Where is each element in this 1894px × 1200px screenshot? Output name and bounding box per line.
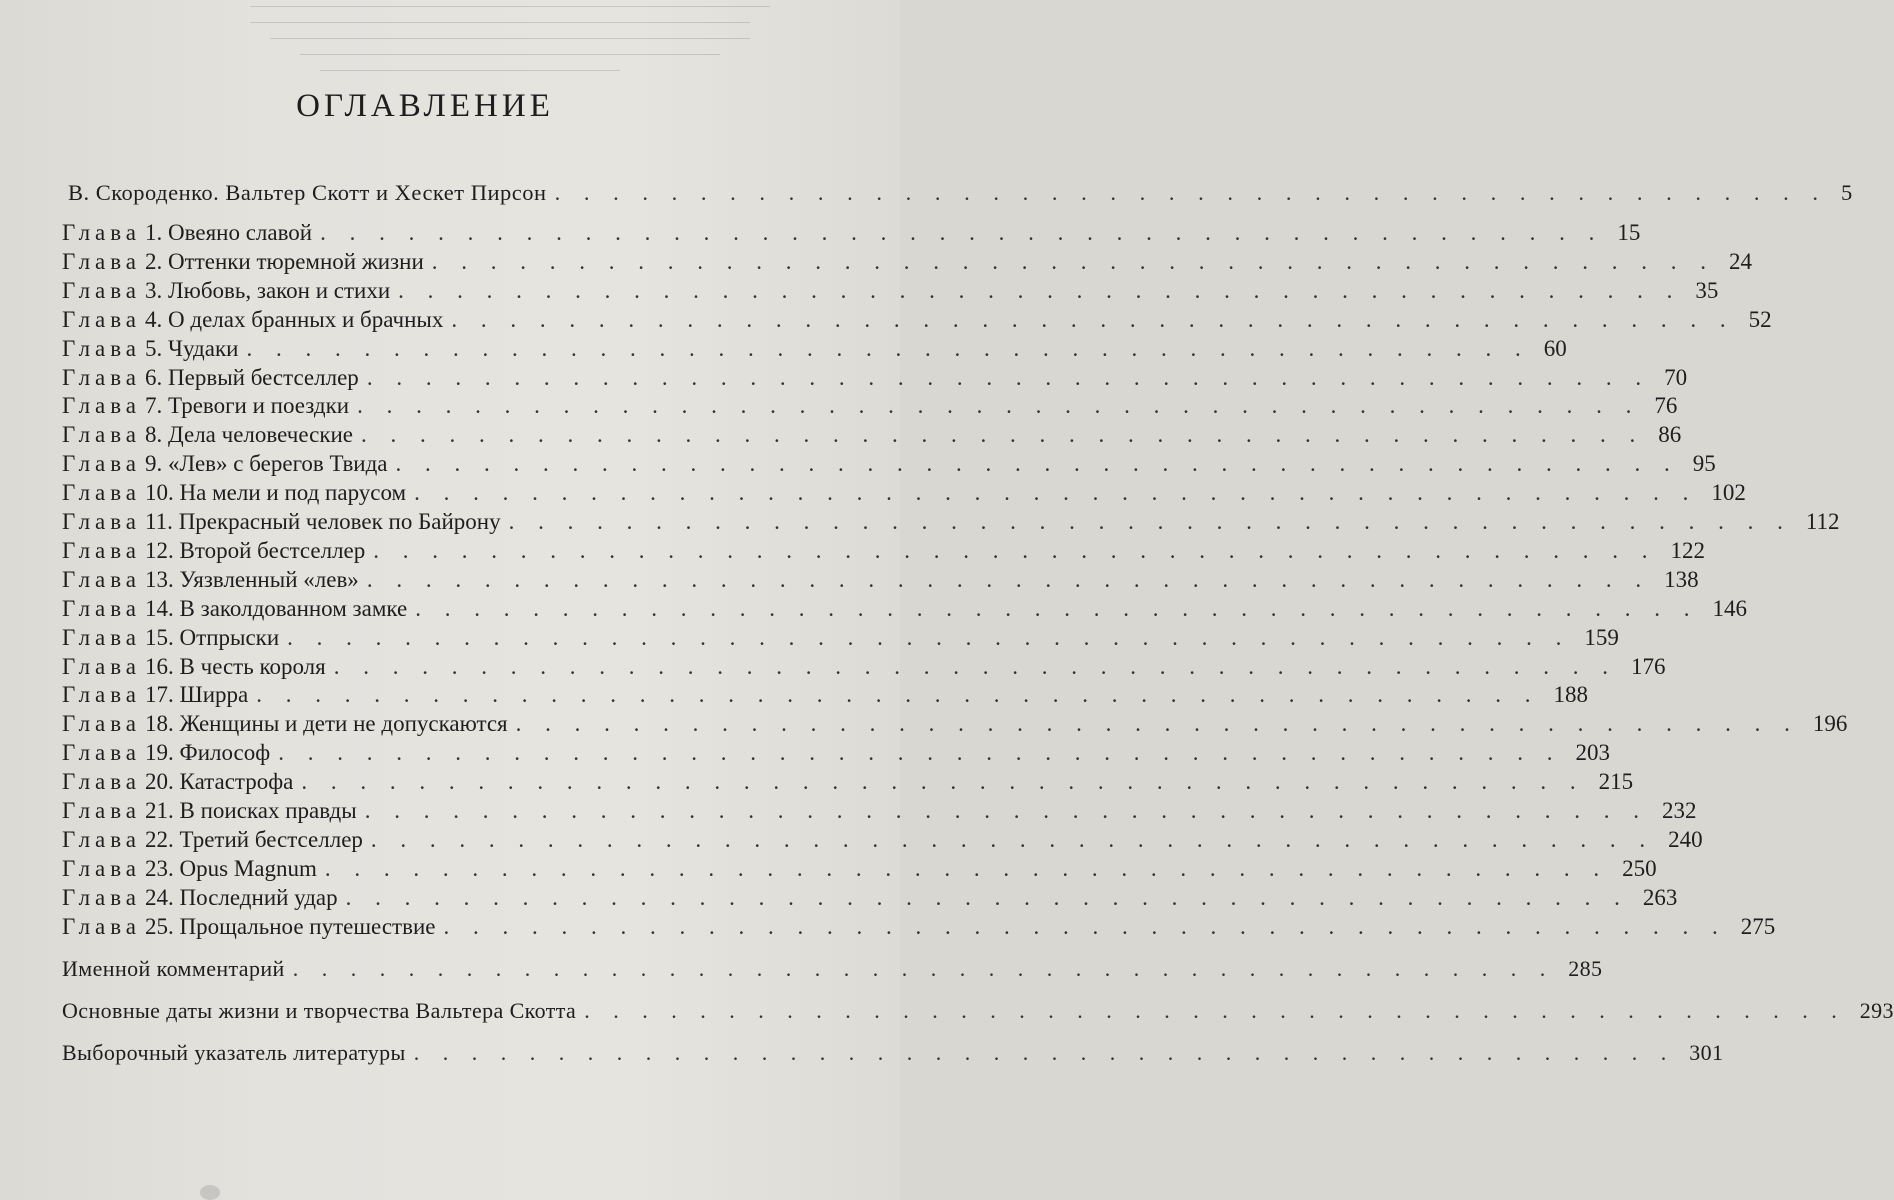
- chapter-number: 3.: [145, 277, 163, 303]
- chapter-word: Глава: [62, 595, 142, 621]
- toc-chapter-entry: [62, 566, 1699, 597]
- chapter-title: О делах бранных и брачных: [168, 306, 444, 332]
- toc-chapter-entry: [62, 451, 1716, 481]
- chapter-number: 5.: [145, 335, 163, 361]
- chapter-word: Глава: [62, 566, 142, 592]
- chapter-title: Оттенки тюремной жизни: [168, 248, 424, 274]
- toc-chapter-entry: [62, 884, 1678, 915]
- chapter-title: Тревоги и поездки: [168, 393, 350, 419]
- toc-chapter-entry: [62, 769, 1634, 799]
- chapter-title: Прекрасный человек по Байрону: [178, 509, 501, 534]
- toc-chapter-entry: [62, 364, 1688, 395]
- toc-intro-entry: [68, 180, 1853, 210]
- leader-dots: . . . . . . . . . . . . . . . . . . . . . . . . . . . . . . . . . . . . . . . . . . . .: [431, 248, 1716, 274]
- chapter-number: 10.: [145, 480, 174, 506]
- toc-entry-label: Именной комментарий: [62, 956, 285, 981]
- toc-entry-page: 203: [1575, 740, 1610, 766]
- toc-chapter-entry: [62, 624, 1619, 655]
- chapter-word: Глава: [62, 798, 142, 823]
- chapter-title: Прощальное путешествие: [179, 913, 436, 939]
- toc-chapter-entry: [62, 509, 1840, 539]
- chapter-word: Глава: [62, 248, 142, 274]
- chapter-number: 6.: [145, 364, 163, 390]
- leader-dots: . . . . . . . . . . . . . . . . . . . . . . . . . . . . . . . . . . . . . . . . . . . .: [246, 335, 1530, 361]
- chapter-word: Глава: [62, 624, 142, 650]
- toc-chapter-entry: [62, 595, 1747, 626]
- chapter-title: Философ: [179, 740, 271, 766]
- toc-entry-page: 215: [1598, 769, 1634, 795]
- chapter-word: Глава: [62, 653, 142, 679]
- toc-chapter-entry: [62, 682, 1589, 712]
- chapter-word: Глава: [62, 711, 142, 737]
- toc-chapter-entry: [62, 826, 1703, 857]
- toc-entry-page: 188: [1553, 682, 1589, 708]
- toc-chapter-entry: [62, 913, 1776, 944]
- page-title: ОГЛАВЛЕНИЕ: [296, 88, 554, 124]
- chapter-number: 4.: [145, 306, 163, 332]
- chapter-number: 24.: [145, 884, 174, 910]
- leader-dots: . . . . . . . . . . . . . . . . . . . . . . . . . . . . . . . . . . . . . . . . . . . .: [256, 682, 1540, 708]
- toc-entry-page: 275: [1740, 913, 1776, 939]
- chapter-number: 15.: [145, 624, 174, 650]
- toc-chapter-entry: [62, 393, 1678, 423]
- chapter-title: Женщины и дети не допускаются: [179, 711, 508, 737]
- chapter-number: 13.: [145, 566, 174, 592]
- toc-entry-page: 15: [1617, 220, 1641, 245]
- chapter-number: 7.: [145, 393, 163, 419]
- leader-dots: . . . . . . . . . . . . . . . . . . . . . . . . . . . . . . . . . . . . . . . . . . . .: [515, 711, 1799, 737]
- chapter-number: 1.: [145, 220, 163, 245]
- toc-chapter-entry: [62, 277, 1719, 308]
- leader-dots: . . . . . . . . . . . . . . . . . . . . . . . . . . . . . . . . . . . . . . . . . . . .: [357, 393, 1641, 419]
- show-through-text: [0, 0, 900, 80]
- leader-dots: . . . . . . . . . . . . . . . . . . . . . . . . . . . . . . . . . . . . . . . . . . . .: [364, 798, 1648, 823]
- toc-entry-page: 301: [1689, 1040, 1724, 1065]
- chapter-word: Глава: [62, 826, 142, 852]
- leader-dots: . . . . . . . . . . . . . . . . . . . . . . . . . . . . . . . . . . . . . . . . . . . .: [324, 855, 1609, 881]
- show-through-line: [300, 54, 720, 55]
- toc-chapter-entry: [62, 480, 1746, 510]
- toc-entry-page: 102: [1711, 480, 1746, 506]
- chapter-title: Любовь, закон и стихи: [168, 277, 391, 303]
- toc-chapter-entry: [62, 537, 1706, 568]
- chapter-title: Последний удар: [179, 884, 338, 910]
- chapter-number: 19.: [145, 740, 174, 766]
- chapter-title: В заколдованном замке: [179, 595, 408, 621]
- chapter-title: Отпрыски: [179, 624, 280, 650]
- leader-dots: . . . . . . . . . . . . . . . . . . . . . . . . . . . . . . . . . . . . . . . . . . . .: [320, 220, 1604, 245]
- chapter-word: Глава: [62, 884, 142, 910]
- toc-chapter-entry: [62, 798, 1697, 828]
- toc-entry-page: 263: [1642, 884, 1678, 910]
- chapter-word: Глава: [62, 480, 142, 506]
- chapter-number: 12.: [145, 537, 174, 563]
- chapter-title: В поисках правды: [179, 798, 357, 823]
- chapter-word: Глава: [62, 451, 142, 477]
- leader-dots: . . . . . . . . . . . . . . . . . . . . . . . . . . . . . . . . . . . . . . . . . . . .: [584, 998, 1846, 1023]
- leader-dots: . . . . . . . . . . . . . . . . . . . . . . . . . . . . . . . . . . . . . . . . . . . .: [508, 509, 1792, 534]
- toc-entry-page: 112: [1805, 509, 1840, 534]
- toc-entry-page: 76: [1654, 393, 1678, 419]
- toc-entry-page: 60: [1543, 335, 1567, 361]
- toc-entry-page: 293: [1859, 998, 1894, 1023]
- toc-entry-page: 24: [1729, 248, 1753, 274]
- chapter-title: Овеяно славой: [168, 220, 313, 245]
- show-through-line: [320, 70, 620, 71]
- toc-chapter-entry: [62, 711, 1848, 741]
- chapter-number: 2.: [145, 248, 163, 274]
- toc-chapter-entry: [62, 855, 1657, 886]
- chapter-word: Глава: [62, 393, 142, 419]
- chapter-number: 22.: [145, 826, 174, 852]
- leader-dots: . . . . . . . . . . . . . . . . . . . . . . . . . . . . . . . . . . . . . . . . . . . .: [287, 624, 1571, 650]
- chapter-word: Глава: [62, 682, 142, 708]
- toc-entry-page: 35: [1695, 277, 1719, 303]
- leader-dots: . . . . . . . . . . . . . . . . . . . . . . . . . . . . . . . . . . . . . . . . . . . .: [292, 956, 1555, 981]
- leader-dots: . . . . . . . . . . . . . . . . . . . . . . . . . . . . . . . . . . . . . . . . . . . .: [333, 653, 1617, 679]
- chapter-title: Третий бестселлер: [179, 826, 363, 852]
- chapter-word: Глава: [62, 335, 142, 361]
- toc-chapter-entry: [62, 422, 1682, 452]
- chapter-word: Глава: [62, 277, 142, 303]
- chapter-number: 14.: [145, 595, 174, 621]
- toc-appendix-entry: [62, 1040, 1724, 1070]
- chapter-word: Глава: [62, 769, 142, 795]
- toc-entry-page: 95: [1692, 451, 1716, 477]
- toc-entry-page: 5: [1840, 180, 1853, 205]
- chapter-word: Глава: [62, 740, 142, 766]
- toc-appendix-entry: [62, 956, 1603, 986]
- show-through-line: [250, 6, 770, 7]
- chapter-number: 25.: [145, 913, 174, 939]
- leader-dots: . . . . . . . . . . . . . . . . . . . . . . . . . . . . . . . . . . . . . . . . . . . .: [395, 451, 1679, 477]
- leader-dots: . . . . . . . . . . . . . . . . . . . . . . . . . . . . . . . . . . . . . . . . . . . .: [398, 277, 1682, 303]
- leader-dots: . . . . . . . . . . . . . . . . . . . . . . . . . . . . . . . . . . . . . . . . . . . .: [415, 595, 1699, 621]
- chapter-number: 17.: [145, 682, 174, 708]
- toc-chapter-entry: [62, 335, 1567, 366]
- chapter-word: Глава: [62, 855, 142, 881]
- chapter-title: Opus Magnum: [179, 855, 317, 881]
- toc-chapter-entry: [62, 220, 1641, 250]
- leader-dots: . . . . . . . . . . . . . . . . . . . . . . . . . . . . . . . . . . . . . . . . . . . .: [370, 826, 1655, 852]
- leader-dots: . . . . . . . . . . . . . . . . . . . . . . . . . . . . . . . . . . . . . . . . . . . .: [301, 769, 1585, 795]
- toc-entry-page: 159: [1584, 624, 1619, 650]
- leader-dots: . . . . . . . . . . . . . . . . . . . . . . . . . . . . . . . . . . . . . . . . . . . .: [413, 1040, 1676, 1065]
- chapter-title: В честь короля: [179, 653, 326, 679]
- toc-entry-page: 86: [1658, 422, 1682, 448]
- chapter-word: Глава: [62, 306, 142, 332]
- chapter-title: Чудаки: [168, 335, 239, 361]
- chapter-title: Второй бестселлер: [179, 537, 366, 563]
- chapter-word: Глава: [62, 537, 142, 563]
- chapter-number: 11.: [145, 509, 173, 534]
- leader-dots: . . . . . . . . . . . . . . . . . . . . . . . . . . . . . . . . . . . . . . . . . . . .: [414, 480, 1698, 506]
- toc-chapter-entry: [62, 653, 1666, 684]
- chapter-number: 23.: [145, 855, 174, 881]
- chapter-title: Катастрофа: [179, 769, 294, 795]
- chapter-number: 8.: [145, 422, 163, 448]
- chapter-word: Глава: [62, 913, 142, 939]
- ink-mark: [200, 1185, 220, 1200]
- chapter-number: 16.: [145, 653, 174, 679]
- leader-dots: . . . . . . . . . . . . . . . . . . . . . . . . . . . . . . . . . . . . . . . . . . . .: [554, 180, 1827, 205]
- show-through-line: [250, 22, 750, 23]
- toc-entry-page: 250: [1622, 855, 1657, 881]
- leader-dots: . . . . . . . . . . . . . . . . . . . . . . . . . . . . . . . . . . . . . . . . . . . .: [451, 306, 1735, 332]
- chapter-title: Уязвленный «лев»: [179, 566, 359, 592]
- toc-entry-page: 196: [1812, 711, 1848, 737]
- toc-entry-page: 146: [1712, 595, 1747, 621]
- chapter-title: Ширра: [179, 682, 249, 708]
- toc-entry-page: 122: [1670, 537, 1706, 563]
- toc-chapter-entry: [62, 740, 1610, 770]
- leader-dots: . . . . . . . . . . . . . . . . . . . . . . . . . . . . . . . . . . . . . . . . . . . .: [345, 884, 1629, 910]
- toc-entry-page: 52: [1748, 306, 1772, 332]
- toc-chapter-entry: [62, 248, 1753, 279]
- toc-entry-label: Основные даты жизни и творчества Вальтера Скотта: [62, 998, 577, 1023]
- toc-entry-page: 70: [1664, 364, 1688, 390]
- chapter-title: «Лев» с берегов Твида: [168, 451, 388, 477]
- chapter-title: Дела человеческие: [168, 422, 354, 448]
- toc-appendix-entry: [62, 998, 1894, 1028]
- toc-chapter-entry: [62, 306, 1772, 337]
- toc-entry-page: 232: [1661, 798, 1697, 823]
- chapter-number: 20.: [145, 769, 174, 795]
- leader-dots: . . . . . . . . . . . . . . . . . . . . . . . . . . . . . . . . . . . . . . . . . . . .: [361, 422, 1645, 448]
- toc-entry-page: 240: [1668, 826, 1703, 852]
- leader-dots: . . . . . . . . . . . . . . . . . . . . . . . . . . . . . . . . . . . . . . . . . . . .: [366, 364, 1651, 390]
- chapter-word: Глава: [62, 220, 142, 245]
- leader-dots: . . . . . . . . . . . . . . . . . . . . . . . . . . . . . . . . . . . . . . . . . . . .: [366, 566, 1651, 592]
- chapter-title: На мели и под парусом: [179, 480, 407, 506]
- leader-dots: . . . . . . . . . . . . . . . . . . . . . . . . . . . . . . . . . . . . . . . . . . . .: [373, 537, 1657, 563]
- chapter-number: 18.: [145, 711, 174, 737]
- chapter-word: Глава: [62, 364, 142, 390]
- show-through-line: [270, 38, 750, 39]
- toc-entry-label: Выборочный указатель литературы: [62, 1040, 406, 1065]
- chapter-title: Первый бестселлер: [168, 364, 359, 390]
- chapter-word: Глава: [62, 509, 142, 534]
- toc-entry-page: 285: [1568, 956, 1603, 981]
- toc-entry-label: В. Скороденко. Вальтер Скотт и Хескет Пирсон: [68, 180, 547, 205]
- toc-entry-page: 176: [1630, 653, 1666, 679]
- leader-dots: . . . . . . . . . . . . . . . . . . . . . . . . . . . . . . . . . . . . . . . . . . . .: [443, 913, 1727, 939]
- toc-entry-page: 138: [1664, 566, 1699, 592]
- chapter-number: 9.: [145, 451, 163, 477]
- chapter-number: 21.: [145, 798, 174, 823]
- chapter-word: Глава: [62, 422, 142, 448]
- leader-dots: . . . . . . . . . . . . . . . . . . . . . . . . . . . . . . . . . . . . . . . . . . . .: [278, 740, 1562, 766]
